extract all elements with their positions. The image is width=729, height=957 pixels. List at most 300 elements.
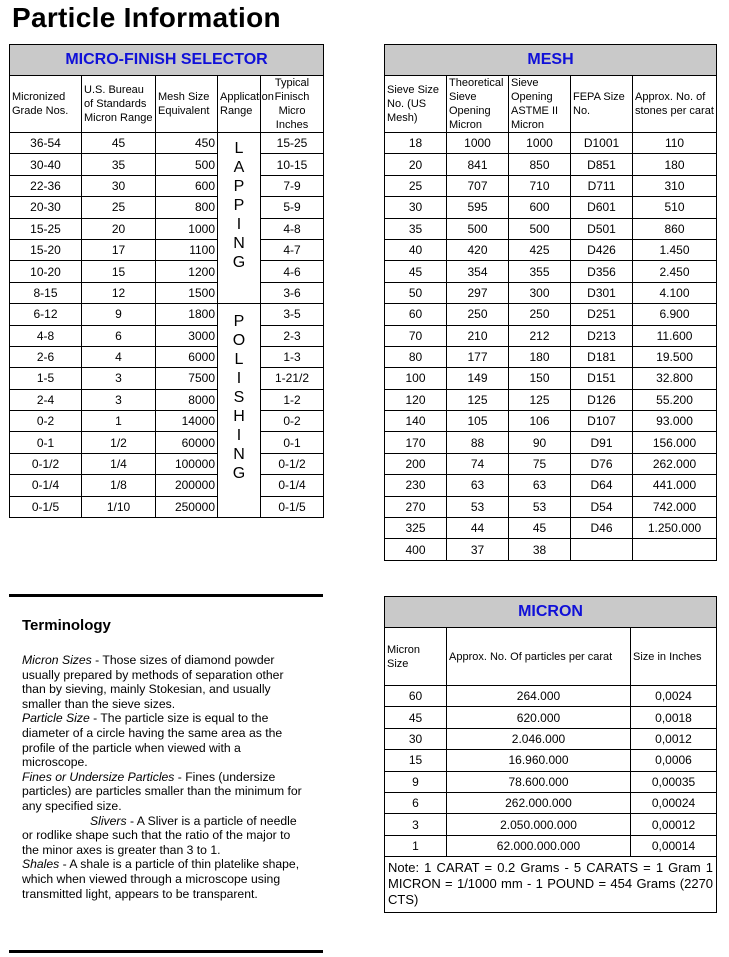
- micron-note: Note: 1 CARAT = 0.2 Grams - 5 CARATS = 1 Gram 1 MICRON = 1/1000 mm - 1 POUND = 454 Grams (2270 CTS): [385, 857, 717, 913]
- mesh-stones-cell: 1.250.000: [633, 518, 717, 539]
- mesh-title: MESH: [385, 45, 717, 76]
- term-micron-sizes-label: Micron Sizes: [22, 653, 92, 667]
- application-letter: I: [236, 427, 242, 445]
- mfs-row: [10, 368, 324, 389]
- micron-header-size: Micron Size: [385, 628, 447, 686]
- mesh-theoretical-cell: 500: [447, 218, 509, 239]
- mesh-stones-cell: 55.200: [633, 389, 717, 410]
- mesh-sieve-size-cell: 40: [385, 239, 447, 260]
- mesh-row: [385, 475, 717, 496]
- micron-particles-cell: 620.000: [447, 707, 631, 728]
- mesh-sieve-size-cell: 170: [385, 432, 447, 453]
- micron-size-cell: 60: [385, 686, 447, 707]
- mfs-grade-cell: 6-12: [10, 304, 82, 325]
- mesh-fepa-cell: D501: [571, 218, 633, 239]
- micron-inches-cell: 0,0024: [631, 686, 717, 707]
- mesh-row: [385, 539, 717, 560]
- terminology-text: [22, 653, 307, 901]
- micron-inches-cell: 0,00012: [631, 814, 717, 835]
- mesh-astme-cell: 180: [509, 346, 571, 367]
- mesh-row: [385, 133, 717, 154]
- mfs-finish-cell: 2-3: [261, 325, 324, 346]
- mfs-micron-cell: 9: [82, 304, 156, 325]
- micron-inches-cell: 0,00035: [631, 771, 717, 792]
- mesh-astme-cell: 53: [509, 496, 571, 517]
- mfs-row: [10, 133, 324, 154]
- mesh-table: [384, 44, 717, 561]
- mfs-finish-cell: 15-25: [261, 133, 324, 154]
- mesh-row: [385, 453, 717, 474]
- micron-title: MICRON: [385, 597, 717, 628]
- mfs-finish-cell: 1-3: [261, 346, 324, 367]
- mesh-stones-cell: 310: [633, 175, 717, 196]
- mfs-finish-cell: 10-15: [261, 154, 324, 175]
- mfs-micron-cell: 30: [82, 175, 156, 196]
- mfs-micron-cell: 45: [82, 133, 156, 154]
- mfs-row: [10, 453, 324, 474]
- mesh-header-astme: Sieve Opening ASTME II Micron: [509, 76, 571, 133]
- mfs-header-finish: Typical Finisch Micro Inches: [261, 76, 324, 133]
- mesh-theoretical-cell: 595: [447, 197, 509, 218]
- mesh-row: [385, 432, 717, 453]
- mfs-mesh-cell: 100000: [156, 453, 218, 474]
- page-title: Particle Information: [12, 2, 281, 33]
- micron-row: [385, 814, 717, 835]
- polishing-range-cell: [218, 304, 261, 518]
- micro-finish-title: MICRO-FINISH SELECTOR: [10, 45, 324, 76]
- terminology-title: Terminology: [22, 617, 111, 634]
- mfs-mesh-cell: 450: [156, 133, 218, 154]
- mfs-finish-cell: 4-6: [261, 261, 324, 282]
- mfs-grade-cell: 0-1/5: [10, 496, 82, 517]
- mfs-grade-cell: 20-30: [10, 197, 82, 218]
- mesh-fepa-cell: D181: [571, 346, 633, 367]
- mesh-astme-cell: 425: [509, 239, 571, 260]
- lapping-range-cell: [218, 133, 261, 304]
- mfs-row: [10, 475, 324, 496]
- term-particle-size-label: Particle Size: [22, 711, 90, 726]
- mesh-fepa-cell: D1001: [571, 133, 633, 154]
- mfs-row: [10, 218, 324, 239]
- mfs-micron-cell: 3: [82, 368, 156, 389]
- mesh-fepa-cell: D251: [571, 304, 633, 325]
- mesh-row: [385, 175, 717, 196]
- mfs-row: [10, 282, 324, 303]
- mesh-sieve-size-cell: 30: [385, 197, 447, 218]
- mesh-sieve-size-cell: 25: [385, 175, 447, 196]
- micron-particles-cell: 62.000.000.000: [447, 835, 631, 856]
- micro-finish-selector-table: [9, 44, 324, 518]
- mfs-micron-cell: 17: [82, 239, 156, 260]
- micron-particles-cell: 16.960.000: [447, 750, 631, 771]
- mfs-mesh-cell: 1100: [156, 239, 218, 260]
- mfs-finish-cell: 3-6: [261, 282, 324, 303]
- micron-row: [385, 792, 717, 813]
- mfs-mesh-cell: 1200: [156, 261, 218, 282]
- mesh-header-fepa: FEPA Size No.: [571, 76, 633, 133]
- mesh-astme-cell: 38: [509, 539, 571, 560]
- application-letter: G: [232, 254, 246, 271]
- mfs-row: [10, 346, 324, 367]
- mesh-sieve-size-cell: 20: [385, 154, 447, 175]
- mesh-row: [385, 368, 717, 389]
- mfs-micron-cell: 3: [82, 389, 156, 410]
- mesh-sieve-size-cell: 100: [385, 368, 447, 389]
- term-micron-sizes: [22, 653, 307, 711]
- mfs-grade-cell: 15-20: [10, 239, 82, 260]
- mfs-micron-cell: 4: [82, 346, 156, 367]
- mfs-grade-cell: 1-5: [10, 368, 82, 389]
- mesh-row: [385, 218, 717, 239]
- mesh-header-stones: Approx. No. of stones per carat: [633, 76, 717, 133]
- mesh-sieve-size-cell: 140: [385, 411, 447, 432]
- mesh-astme-cell: 355: [509, 261, 571, 282]
- mesh-theoretical-cell: 177: [447, 346, 509, 367]
- mesh-theoretical-cell: 354: [447, 261, 509, 282]
- micron-row: [385, 750, 717, 771]
- mesh-stones-cell: 441.000: [633, 475, 717, 496]
- mfs-grade-cell: 30-40: [10, 154, 82, 175]
- mesh-stones-cell: 11.600: [633, 325, 717, 346]
- mfs-row: [10, 411, 324, 432]
- micron-size-cell: 6: [385, 792, 447, 813]
- mfs-finish-cell: 0-1/5: [261, 496, 324, 517]
- mesh-stones-cell: 19.500: [633, 346, 717, 367]
- mfs-grade-cell: 4-8: [10, 325, 82, 346]
- application-letter: P: [233, 178, 245, 195]
- mfs-grade-cell: 0-2: [10, 411, 82, 432]
- mesh-sieve-size-cell: 80: [385, 346, 447, 367]
- mesh-header-theoretical: Theoretical Sieve Opening Micron: [447, 76, 509, 133]
- mesh-row: [385, 325, 717, 346]
- mfs-header-mesh: Mesh Size Equivalent: [156, 76, 218, 133]
- mfs-row: [10, 261, 324, 282]
- mesh-astme-cell: 300: [509, 282, 571, 303]
- mesh-sieve-size-cell: 200: [385, 453, 447, 474]
- mfs-mesh-cell: 1000: [156, 218, 218, 239]
- micron-row: [385, 707, 717, 728]
- mfs-mesh-cell: 7500: [156, 368, 218, 389]
- term-slivers-label: Slivers: [90, 813, 127, 828]
- micron-particles-cell: 2.046.000: [447, 728, 631, 749]
- term-micron-sizes-desc: - Those sizes of diamond powder usually prepared by methods of separation other than by sieving, mainly Stokesian, and usually smaller than the sieve sizes.: [22, 653, 284, 711]
- mfs-row: [10, 325, 324, 346]
- mesh-theoretical-cell: 105: [447, 411, 509, 432]
- mfs-grade-cell: 36-54: [10, 133, 82, 154]
- micron-inches-cell: 0,00014: [631, 835, 717, 856]
- mesh-astme-cell: 125: [509, 389, 571, 410]
- mfs-mesh-cell: 6000: [156, 346, 218, 367]
- mesh-fepa-cell: D711: [571, 175, 633, 196]
- mesh-stones-cell: 262.000: [633, 453, 717, 474]
- mesh-fepa-cell: D356: [571, 261, 633, 282]
- application-letter: N: [233, 446, 245, 464]
- mfs-finish-cell: 1-2: [261, 389, 324, 410]
- mfs-grade-cell: 2-6: [10, 346, 82, 367]
- mesh-astme-cell: 250: [509, 304, 571, 325]
- mesh-stones-cell: 742.000: [633, 496, 717, 517]
- mfs-finish-cell: 0-1/2: [261, 453, 324, 474]
- mesh-theoretical-cell: 149: [447, 368, 509, 389]
- micron-size-cell: 3: [385, 814, 447, 835]
- mfs-mesh-cell: 1800: [156, 304, 218, 325]
- application-letter: G: [232, 465, 246, 483]
- mesh-theoretical-cell: 74: [447, 453, 509, 474]
- mfs-row: [10, 496, 324, 517]
- mesh-astme-cell: 75: [509, 453, 571, 474]
- mesh-row: [385, 261, 717, 282]
- mfs-grade-cell: 15-25: [10, 218, 82, 239]
- mesh-row: [385, 282, 717, 303]
- mfs-micron-cell: 12: [82, 282, 156, 303]
- mesh-sieve-size-cell: 325: [385, 518, 447, 539]
- mesh-sieve-size-cell: 400: [385, 539, 447, 560]
- mfs-mesh-cell: 60000: [156, 432, 218, 453]
- mesh-fepa-cell: D851: [571, 154, 633, 175]
- mesh-stones-cell: 2.450: [633, 261, 717, 282]
- mesh-theoretical-cell: 841: [447, 154, 509, 175]
- mesh-fepa-cell: D301: [571, 282, 633, 303]
- term-shales-desc: - A shale is a particle of thin platelike shape, which when viewed through a microscope using transmitted light, appears to be transparent.: [22, 857, 300, 901]
- mfs-micron-cell: 1/8: [82, 475, 156, 496]
- mesh-astme-cell: 600: [509, 197, 571, 218]
- mesh-astme-cell: 710: [509, 175, 571, 196]
- mesh-theoretical-cell: 707: [447, 175, 509, 196]
- micron-particles-cell: 264.000: [447, 686, 631, 707]
- mfs-micron-cell: 15: [82, 261, 156, 282]
- mesh-fepa-cell: D426: [571, 239, 633, 260]
- mfs-micron-cell: 20: [82, 218, 156, 239]
- application-letter: P: [233, 313, 245, 331]
- application-letter: I: [236, 216, 242, 233]
- mesh-stones-cell: 93.000: [633, 411, 717, 432]
- micron-size-cell: 1: [385, 835, 447, 856]
- micron-particles-cell: 2.050.000.000: [447, 814, 631, 835]
- mfs-mesh-cell: 500: [156, 154, 218, 175]
- micron-row: [385, 835, 717, 856]
- term-fines-desc: - Fines (undersize particles) are particles smaller than the minimum for any specified size.: [22, 769, 302, 813]
- mfs-row: [10, 389, 324, 410]
- mfs-grade-cell: 0-1/4: [10, 475, 82, 496]
- application-letter: P: [233, 197, 245, 214]
- mesh-sieve-size-cell: 45: [385, 261, 447, 282]
- mfs-finish-cell: 3-5: [261, 304, 324, 325]
- mfs-mesh-cell: 8000: [156, 389, 218, 410]
- mesh-stones-cell: 510: [633, 197, 717, 218]
- mesh-theoretical-cell: 420: [447, 239, 509, 260]
- mfs-row: [10, 175, 324, 196]
- application-letter: I: [236, 370, 242, 388]
- mesh-astme-cell: 90: [509, 432, 571, 453]
- micron-row: [385, 771, 717, 792]
- mesh-fepa-cell: D91: [571, 432, 633, 453]
- mesh-row: [385, 518, 717, 539]
- mesh-fepa-cell: D54: [571, 496, 633, 517]
- micron-inches-cell: 0,0012: [631, 728, 717, 749]
- mesh-fepa-cell: D107: [571, 411, 633, 432]
- mesh-row: [385, 239, 717, 260]
- micron-table: [384, 596, 717, 913]
- mesh-fepa-cell: D601: [571, 197, 633, 218]
- mesh-row: [385, 389, 717, 410]
- term-fines-label: Fines or Undersize Particles: [22, 769, 175, 784]
- mfs-micron-cell: 1: [82, 411, 156, 432]
- mfs-finish-cell: 0-2: [261, 411, 324, 432]
- mfs-finish-cell: 7-9: [261, 175, 324, 196]
- mesh-sieve-size-cell: 230: [385, 475, 447, 496]
- mesh-sieve-size-cell: 60: [385, 304, 447, 325]
- terminology-bottom-rule: [9, 950, 323, 953]
- mfs-finish-cell: 1-21/2: [261, 368, 324, 389]
- mesh-fepa-cell: [571, 539, 633, 560]
- mesh-stones-cell: 32.800: [633, 368, 717, 389]
- micron-size-cell: 9: [385, 771, 447, 792]
- mesh-astme-cell: 106: [509, 411, 571, 432]
- mesh-fepa-cell: D126: [571, 389, 633, 410]
- mfs-mesh-cell: 600: [156, 175, 218, 196]
- mfs-header-micron-range: U.S. Bureau of Standards Micron Range: [82, 76, 156, 133]
- mfs-mesh-cell: 14000: [156, 411, 218, 432]
- mfs-finish-cell: 0-1: [261, 432, 324, 453]
- term-slivers: [22, 814, 307, 858]
- mesh-fepa-cell: D213: [571, 325, 633, 346]
- mesh-theoretical-cell: 88: [447, 432, 509, 453]
- mesh-sieve-size-cell: 18: [385, 133, 447, 154]
- mfs-row: [10, 197, 324, 218]
- mfs-header-application: Application Range: [218, 76, 261, 133]
- mesh-astme-cell: 212: [509, 325, 571, 346]
- mesh-theoretical-cell: 53: [447, 496, 509, 517]
- mfs-grade-cell: 10-20: [10, 261, 82, 282]
- mfs-row: [10, 304, 324, 325]
- mesh-row: [385, 304, 717, 325]
- mesh-theoretical-cell: 250: [447, 304, 509, 325]
- micron-inches-cell: 0,00024: [631, 792, 717, 813]
- mfs-micron-cell: 25: [82, 197, 156, 218]
- application-letter: H: [233, 408, 245, 426]
- mfs-mesh-cell: 3000: [156, 325, 218, 346]
- micron-particles-cell: 262.000.000: [447, 792, 631, 813]
- mesh-sieve-size-cell: 270: [385, 496, 447, 517]
- mfs-row: [10, 432, 324, 453]
- mesh-stones-cell: 180: [633, 154, 717, 175]
- mfs-grade-cell: 0-1/2: [10, 453, 82, 474]
- mfs-grade-cell: 22-36: [10, 175, 82, 196]
- micron-size-cell: 15: [385, 750, 447, 771]
- mesh-sieve-size-cell: 35: [385, 218, 447, 239]
- mfs-row: [10, 154, 324, 175]
- mesh-row: [385, 197, 717, 218]
- mesh-theoretical-cell: 37: [447, 539, 509, 560]
- mesh-stones-cell: [633, 539, 717, 560]
- mesh-astme-cell: 150: [509, 368, 571, 389]
- mesh-theoretical-cell: 125: [447, 389, 509, 410]
- mesh-row: [385, 346, 717, 367]
- mesh-row: [385, 496, 717, 517]
- mesh-stones-cell: 110: [633, 133, 717, 154]
- mfs-micron-cell: 35: [82, 154, 156, 175]
- mfs-mesh-cell: 800: [156, 197, 218, 218]
- mfs-grade-cell: 8-15: [10, 282, 82, 303]
- mfs-row: [10, 239, 324, 260]
- micron-header-inches: Size in Inches: [631, 628, 717, 686]
- application-letter: O: [232, 332, 246, 350]
- micron-particles-cell: 78.600.000: [447, 771, 631, 792]
- mfs-mesh-cell: 200000: [156, 475, 218, 496]
- mesh-astme-cell: 1000: [509, 133, 571, 154]
- term-slivers-desc: - A Sliver is a particle of needle or rodlike shape such that the ratio of the major to the minor axes is greater than 3 to 1.: [22, 813, 297, 857]
- mfs-mesh-cell: 1500: [156, 282, 218, 303]
- micron-size-cell: 30: [385, 728, 447, 749]
- mfs-mesh-cell: 250000: [156, 496, 218, 517]
- term-fines: [22, 770, 307, 814]
- mesh-stones-cell: 4.100: [633, 282, 717, 303]
- mesh-stones-cell: 1.450: [633, 239, 717, 260]
- mesh-stones-cell: 156.000: [633, 432, 717, 453]
- mfs-header-grade: Micronized Grade Nos.: [10, 76, 82, 133]
- mesh-row: [385, 411, 717, 432]
- mfs-grade-cell: 0-1: [10, 432, 82, 453]
- mesh-stones-cell: 860: [633, 218, 717, 239]
- mesh-theoretical-cell: 44: [447, 518, 509, 539]
- term-shales-label: Shales: [22, 857, 60, 872]
- mesh-theoretical-cell: 210: [447, 325, 509, 346]
- mfs-grade-cell: 2-4: [10, 389, 82, 410]
- mesh-sieve-size-cell: 70: [385, 325, 447, 346]
- mesh-header-sieve-size: Sieve Size No. (US Mesh): [385, 76, 447, 133]
- mesh-stones-cell: 6.900: [633, 304, 717, 325]
- micron-size-cell: 45: [385, 707, 447, 728]
- terminology-top-rule: [9, 594, 323, 597]
- mesh-astme-cell: 850: [509, 154, 571, 175]
- mesh-fepa-cell: D151: [571, 368, 633, 389]
- mfs-micron-cell: 1/2: [82, 432, 156, 453]
- mesh-theoretical-cell: 297: [447, 282, 509, 303]
- application-letter: N: [233, 235, 245, 252]
- term-particle-size-desc: - The particle size is equal to the diameter of a circle having the same area as the profile of the particle when viewed with a microscope.: [22, 711, 283, 770]
- application-letter: L: [234, 140, 244, 157]
- mesh-theoretical-cell: 1000: [447, 133, 509, 154]
- mfs-micron-cell: 1/4: [82, 453, 156, 474]
- term-particle-size: [22, 711, 307, 769]
- mesh-astme-cell: 63: [509, 475, 571, 496]
- mfs-micron-cell: 1/10: [82, 496, 156, 517]
- mesh-sieve-size-cell: 50: [385, 282, 447, 303]
- micron-row: [385, 728, 717, 749]
- term-shales: [22, 857, 307, 901]
- mfs-finish-cell: 4-8: [261, 218, 324, 239]
- micron-inches-cell: 0,0006: [631, 750, 717, 771]
- mesh-theoretical-cell: 63: [447, 475, 509, 496]
- mesh-astme-cell: 45: [509, 518, 571, 539]
- mesh-fepa-cell: D46: [571, 518, 633, 539]
- mfs-finish-cell: 4-7: [261, 239, 324, 260]
- micron-header-particles: Approx. No. Of particles per carat: [447, 628, 631, 686]
- mesh-row: [385, 154, 717, 175]
- mfs-micron-cell: 6: [82, 325, 156, 346]
- application-letter: A: [233, 159, 245, 176]
- application-letter: L: [234, 351, 244, 369]
- mfs-finish-cell: 0-1/4: [261, 475, 324, 496]
- micron-inches-cell: 0,0018: [631, 707, 717, 728]
- mfs-finish-cell: 5-9: [261, 197, 324, 218]
- mesh-astme-cell: 500: [509, 218, 571, 239]
- mesh-fepa-cell: D64: [571, 475, 633, 496]
- mesh-fepa-cell: D76: [571, 453, 633, 474]
- mesh-sieve-size-cell: 120: [385, 389, 447, 410]
- application-letter: S: [233, 389, 245, 407]
- micron-row: [385, 686, 717, 707]
